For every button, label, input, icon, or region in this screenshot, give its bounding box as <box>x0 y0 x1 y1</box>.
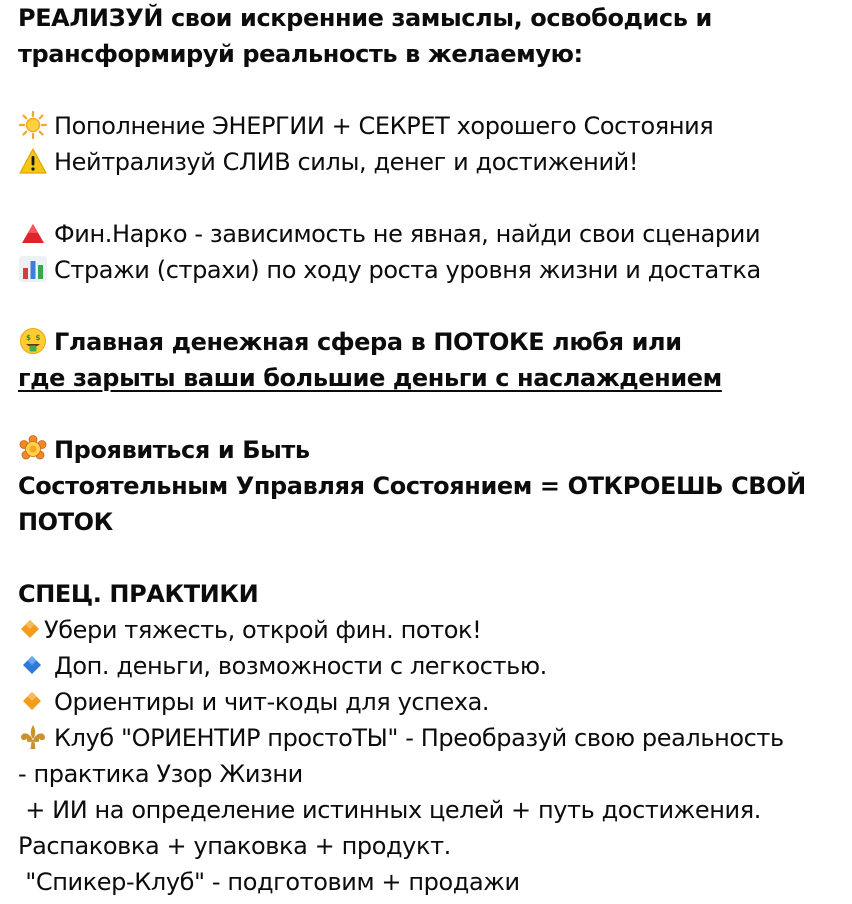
red-triangle-icon <box>18 219 48 247</box>
money-mouth-face-icon <box>18 327 48 355</box>
list-item-text: Клуб "ОРИЕНТИР простоТЫ" - Преобразуй свою реальность <box>54 724 784 752</box>
continuation-line: - практика Узор Жизни <box>18 760 303 788</box>
spacer <box>18 396 844 432</box>
manifest-line-2: Состоятельным Управляя Состоянием = ОТКРОЕШЬ СВОЙ <box>18 472 806 500</box>
continuation-line: + ИИ на определение истинных целей + путь достижения. <box>18 796 762 824</box>
orange-diamond-icon <box>18 615 42 643</box>
list-item <box>18 612 844 648</box>
list-item-text: Убери тяжесть, открой фин. поток! <box>44 616 482 644</box>
practices-heading: СПЕЦ. ПРАКТИКИ <box>18 580 259 608</box>
list-item-text: Доп. деньги, возможности с легкостью. <box>54 652 547 680</box>
svg-text:$: $ <box>26 334 31 342</box>
fleur-de-lis-icon <box>18 723 48 751</box>
list-item <box>18 108 844 144</box>
list-item <box>18 144 844 180</box>
list-item-text: Ориентиры и чит-коды для успеха. <box>54 688 490 716</box>
list-item <box>18 252 844 288</box>
intro-line-1: РЕАЛИЗУЙ свои искренние замыслы, освободись и <box>18 4 712 32</box>
warning-icon <box>18 147 48 175</box>
list-item <box>18 648 844 684</box>
list-item <box>18 720 844 756</box>
post-message <box>18 0 844 900</box>
continuation-line: "Спикер-Клуб" - подготовим + продажи <box>18 868 520 896</box>
spacer <box>18 72 844 108</box>
money-sphere-line-1: $ $ Главная денежная сфера в ПОТОКЕ любя или <box>18 324 844 360</box>
list-item-text: Пополнение ЭНЕРГИИ + СЕКРЕТ хорошего Состояния <box>54 112 714 140</box>
list-item-text: Нейтрализуй СЛИВ силы, денег и достижений! <box>54 148 639 176</box>
spacer <box>18 288 844 324</box>
bar-chart-icon <box>18 255 48 283</box>
orange-diamond-icon <box>18 687 48 715</box>
list-item <box>18 684 844 720</box>
manifest-line-3: ПОТОК <box>18 508 113 536</box>
rosette-icon <box>18 435 48 463</box>
sun-icon <box>18 111 48 139</box>
spacer <box>18 540 844 576</box>
blue-diamond-icon <box>18 651 48 679</box>
list-item-text: Фин.Нарко - зависимость не явная, найди свои сценарии <box>54 220 761 248</box>
manifest-line-1: Проявиться и Быть <box>18 432 844 468</box>
continuation-line: Распаковка + упаковка + продукт. <box>18 832 451 860</box>
intro-line-2: трансформируй реальность в желаемую: <box>18 40 583 68</box>
svg-text:$: $ <box>35 334 40 342</box>
list-item-text: Стражи (страхи) по ходу роста уровня жизни и достатка <box>54 256 761 284</box>
list-item <box>18 216 844 252</box>
spacer <box>18 180 844 216</box>
money-sphere-line-2: где зарыты ваши большие деньги с наслаждением <box>18 364 722 392</box>
